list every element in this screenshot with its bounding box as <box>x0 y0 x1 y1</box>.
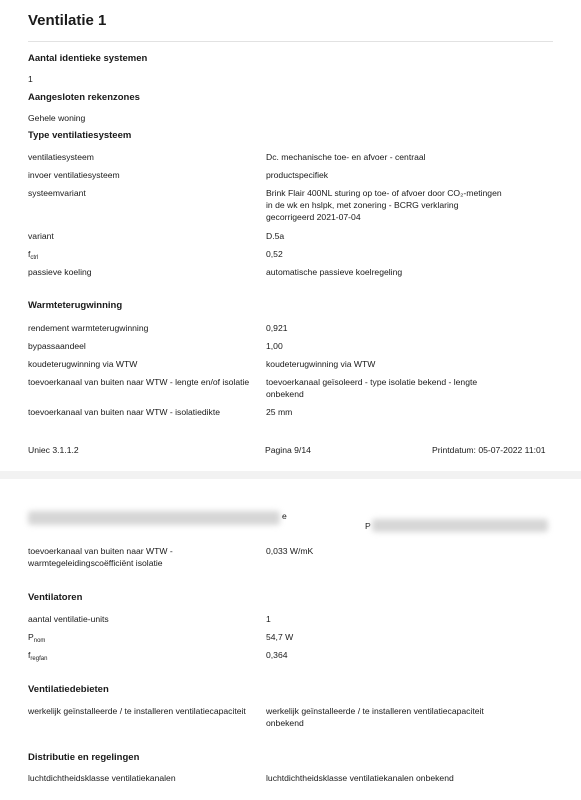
row-value-pnom: 54,7 W <box>266 632 294 642</box>
row-value-bypassaandeel: 1,00 <box>266 341 283 351</box>
row-value-warmtegeleiding: 0,033 W/mK <box>266 546 314 556</box>
fctrl-symbol: f <box>28 249 31 259</box>
row-value-fregfan: 0,364 <box>266 650 288 660</box>
title-divider <box>28 41 553 42</box>
row-label-pnom <box>28 631 45 647</box>
row-label-ventilatiecapaciteit: werkelijk geïnstalleerde / te installeren ventilatiecapaciteit <box>28 706 246 716</box>
row-value-ventilatiesysteem: Dc. mechanische toe- en afvoer - centraal <box>266 152 426 162</box>
row-value-koudeterugwinning: koudeterugwinning via WTW <box>266 359 376 369</box>
section-heading-warmteterugwinning: Warmteterugwinning <box>28 300 123 311</box>
redacted-header-right <box>372 519 548 532</box>
pnom-subscript: nom <box>33 638 46 644</box>
section-heading-type-ventilatiesysteem: Type ventilatiesysteem <box>28 130 132 141</box>
redacted-header-left <box>28 511 280 525</box>
row-value-fctrl: 0,52 <box>266 249 283 259</box>
section-heading-rekenzones: Aangesloten rekenzones <box>28 92 140 103</box>
footer-page-number: Pagina 9/14 <box>265 445 311 455</box>
rekenzones-value: Gehele woning <box>28 113 86 123</box>
row-label-koudeterugwinning: koudeterugwinning via WTW <box>28 359 138 369</box>
row-label-toevoerkanaal-lengte: toevoerkanaal van buiten naar WTW - lengte en/of isolatie <box>28 377 250 387</box>
row-value-variant: D.5a <box>266 231 285 241</box>
fctrl-subscript: ctrl <box>30 255 39 261</box>
row-label-aantal-units: aantal ventilatie-units <box>28 614 109 624</box>
header-fragment-right: P <box>365 521 371 531</box>
row-label-ventilatiesysteem: ventilatiesysteem <box>28 152 94 162</box>
section-heading-identieke-systemen: Aantal identieke systemen <box>28 53 148 64</box>
page-title: Ventilatie 1 <box>28 12 107 29</box>
footer-print-date: Printdatum: 05-07-2022 11:01 <box>432 445 546 455</box>
section-heading-ventilatoren: Ventilatoren <box>28 592 83 603</box>
row-value-ventilatiecapaciteit: werkelijk geïnstalleerde / te installeren ventilatiecapaciteit onbekend <box>266 706 484 728</box>
row-label-warmtegeleiding: toevoerkanaal van buiten naar WTW - warmtegeleidingscoëfficiënt isolatie <box>28 546 173 568</box>
row-value-toevoerkanaal-lengte: toevoerkanaal geïsoleerd - type isolatie bekend - lengte onbekend <box>266 377 478 399</box>
row-label-luchtdichtheidsklasse: luchtdichtheidsklasse ventilatiekanalen <box>28 773 176 783</box>
row-label-rendement: rendement warmteterugwinning <box>28 323 149 333</box>
row-label-invoer-ventilatiesysteem: invoer ventilatiesysteem <box>28 170 120 180</box>
row-label-bypassaandeel: bypassaandeel <box>28 341 86 351</box>
footer-software-version: Uniec 3.1.1.2 <box>28 445 79 455</box>
row-value-isolatiedikte: 25 mm <box>266 407 293 417</box>
row-value-luchtdichtheidsklasse: luchtdichtheidsklasse ventilatiekanalen onbekend <box>266 773 454 783</box>
report-page-10 <box>0 479 581 800</box>
row-label-fregfan <box>28 649 47 665</box>
section-heading-ventilatiedebieten: Ventilatiedebieten <box>28 684 109 695</box>
row-label-isolatiedikte: toevoerkanaal van buiten naar WTW - isolatiedikte <box>28 407 221 417</box>
row-value-invoer-ventilatiesysteem: productspecifiek <box>266 170 329 180</box>
pnom-symbol: P <box>28 632 34 642</box>
row-value-rendement: 0,921 <box>266 323 288 333</box>
row-label-systeemvariant: systeemvariant <box>28 188 86 198</box>
fregfan-subscript: regfan <box>30 656 48 662</box>
row-value-aantal-units: 1 <box>266 614 271 624</box>
header-fragment: e <box>282 511 287 521</box>
fregfan-symbol: f <box>28 650 31 660</box>
section-heading-distributie: Distributie en regelingen <box>28 752 140 763</box>
row-label-passieve-koeling: passieve koeling <box>28 267 92 277</box>
row-label-variant: variant <box>28 231 54 241</box>
identieke-systemen-value: 1 <box>28 74 33 84</box>
row-value-systeemvariant: Brink Flair 400NL sturing op toe- of afvoer door CO₂-metingen in de wk en hslpk, met zonering - BCRG verklaring gecorrigeerd 2021-07-04 <box>266 188 502 222</box>
row-value-passieve-koeling: automatische passieve koelregeling <box>266 267 403 277</box>
row-label-fctrl <box>28 248 38 264</box>
